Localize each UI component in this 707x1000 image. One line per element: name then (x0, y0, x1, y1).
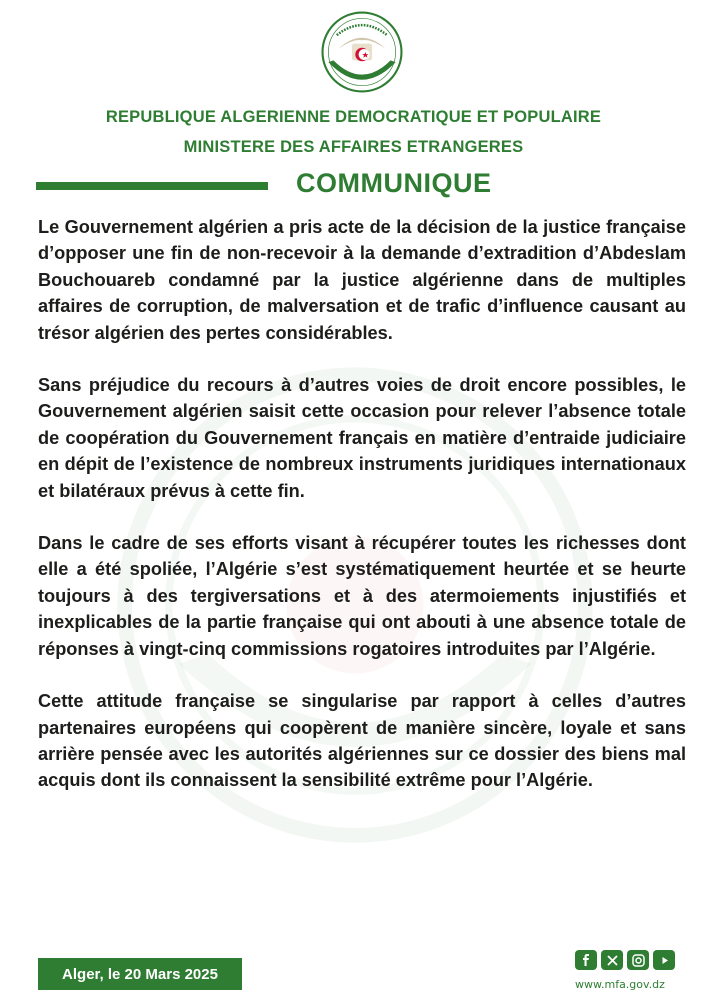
header-country-name: REPUBLIQUE ALGERIENNE DEMOCRATIQUE ET POPULAIRE (105, 108, 602, 126)
ministry-logo (320, 10, 404, 94)
youtube-icon[interactable] (653, 950, 675, 970)
x-icon[interactable] (601, 950, 623, 970)
date-text: Alger, le 20 Mars 2025 (62, 965, 218, 983)
title-divider-bar (36, 182, 268, 190)
date-badge (38, 958, 242, 990)
paragraph-3: Dans le cadre de ses efforts visant à récupérer toutes les richesses dont elle a été spoliée, l’Algérie s’est systématiquement heurtée et se heurte toujours à des tergiversations et à des atermoiements injustifiés et inexplicables de la partie française qui ont abouti à une absence totale de réponses à vingt-cinq commissions rogatoires introduites par l’Algérie. (38, 533, 686, 659)
paragraph-1: Le Gouvernement algérien a pris acte de la décision de la justice française d’opposer une fin de non-recevoir à la demande d’extradition d’Abdeslam Bouchouareb condamné par la justice algérienne dans de multiples affaires de corruption, de malversation et de trafic d’influence causant au trésor algérien des pertes considérables. (38, 217, 686, 343)
page-title: COMMUNIQUE (296, 168, 492, 198)
instagram-icon[interactable] (627, 950, 649, 970)
social-links (575, 950, 675, 970)
header-ministry-name: MINISTERE DES AFFAIRES ETRANGERES (183, 138, 524, 156)
communique-body (38, 214, 686, 820)
facebook-icon[interactable] (575, 950, 597, 970)
website-link[interactable]: www.mfa.gov.dz (575, 978, 665, 991)
paragraph-4: Cette attitude française se singularise par rapport à celles d’autres partenaires européens qui coopèrent de manière sincère, loyale et sans arrière pensée avec les autorités algériennes sur ce dossier des biens mal acquis dont ils connaissent la sensibilité extrême pour l’Algérie. (38, 691, 686, 791)
paragraph-2: Sans préjudice du recours à d’autres voies de droit encore possibles, le Gouvernement algérien saisit cette occasion pour relever l’absence totale de coopération du Gouvernement français en matière d’entraide judiciaire en dépit de l’existence de nombreux instruments juridiques internationaux et bilatéraux prévus à cette fin. (38, 375, 686, 501)
